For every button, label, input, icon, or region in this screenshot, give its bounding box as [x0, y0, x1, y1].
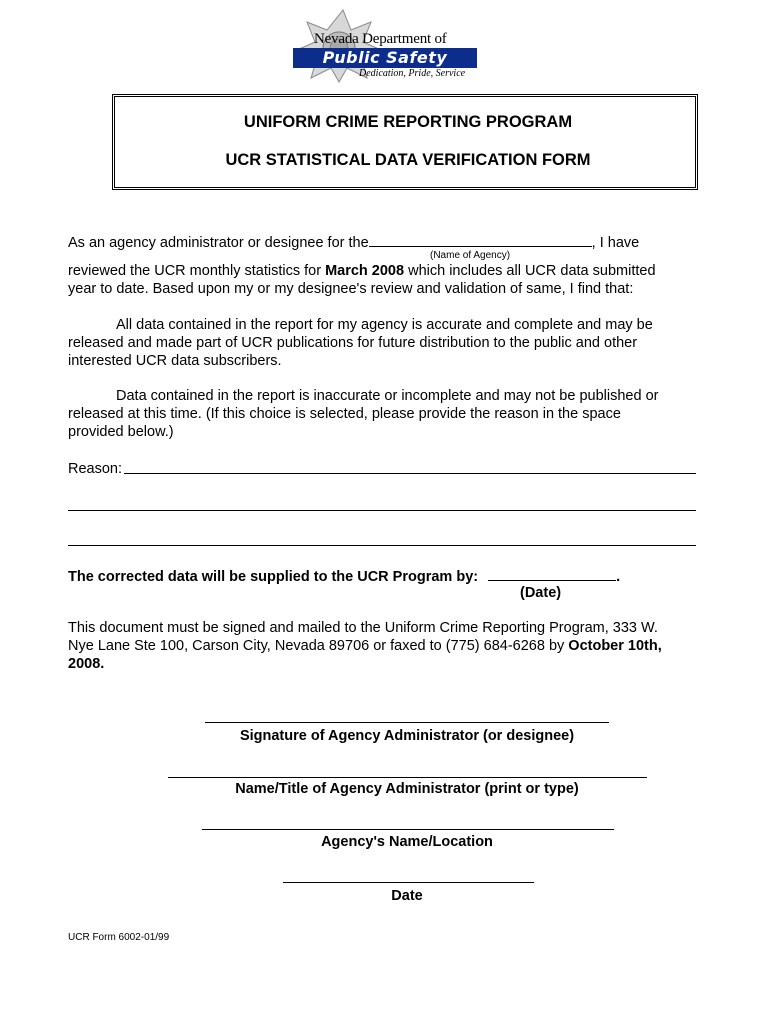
signature-label: Signature of Agency Administrator (or designee) [239, 728, 575, 744]
reviewed-text-a: reviewed the UCR monthly statistics for [68, 263, 326, 279]
year-to-date-line: year to date. Based upon my or my designee's review and validation of same, I find that: [68, 281, 634, 297]
option1-line-3: interested UCR data subscribers. [68, 353, 282, 369]
form-title: UCR STATISTICAL DATA VERIFICATION FORM [225, 151, 591, 169]
option1-line-2: released and made part of UCR publications for future distribution to the public and other [68, 335, 638, 351]
review-period: March 2008 [325, 263, 405, 279]
date-caption: (Date) [520, 585, 562, 601]
date-line[interactable] [283, 882, 534, 883]
agency-name-field[interactable] [369, 232, 592, 247]
intro-start-text: As an agency administrator or designee for the [68, 235, 369, 251]
mail-line-2 [68, 637, 662, 655]
option1-line-1: All data contained in the report for my agency is accurate and complete and may be [116, 317, 653, 333]
logo-department-text: Nevada Department of [314, 31, 447, 47]
corrected-text: The corrected data will be supplied to the UCR Program by: [68, 569, 479, 585]
logo-motto: Dedication, Pride, Service [359, 68, 466, 79]
option2-line-2: released at this time. (If this choice is selected, please provide the reason in the space [68, 406, 621, 422]
option2-line-1: Data contained in the report is inaccurate or incomplete and may not be published or [116, 388, 659, 404]
intro-end-text: , I have [591, 235, 640, 251]
logo-name-banner: Public Safety [293, 48, 477, 68]
corrected-line [68, 566, 620, 586]
signature-line[interactable] [205, 722, 609, 723]
agency-caption: (Name of Agency) [430, 250, 511, 261]
mail-line-2-text: Nye Lane Ste 100, Carson City, Nevada 89706 or faxed to (775) 684-6268 by [68, 638, 569, 654]
reason-field-line-3[interactable] [68, 545, 696, 546]
agency-location-line[interactable] [202, 829, 614, 830]
program-title: UNIFORM CRIME REPORTING PROGRAM [243, 113, 573, 131]
reason-field-line-2[interactable] [68, 510, 696, 511]
intro-line [68, 232, 639, 252]
reviewed-line [68, 262, 656, 280]
corrected-date-field[interactable] [488, 566, 616, 581]
option2-line-3: provided below.) [68, 424, 174, 440]
form-header-box [112, 94, 698, 190]
reason-field-line-1[interactable] [124, 473, 696, 474]
form-number: UCR Form 6002-01/99 [68, 932, 170, 943]
date-label: Date [391, 888, 423, 904]
name-title-label: Name/Title of Agency Administrator (print or type) [235, 781, 579, 797]
deadline-date: October 10th, [568, 638, 662, 654]
mail-line-1: This document must be signed and mailed to the Uniform Crime Reporting Program, 333 W. [68, 620, 658, 636]
name-title-line[interactable] [168, 777, 647, 778]
agency-location-label: Agency's Name/Location [321, 834, 493, 850]
corrected-end: . [616, 569, 621, 585]
deadline-year: 2008. [68, 656, 105, 672]
reason-label: Reason: [68, 461, 123, 477]
reviewed-text-b: which includes all UCR data submitted [404, 263, 656, 279]
